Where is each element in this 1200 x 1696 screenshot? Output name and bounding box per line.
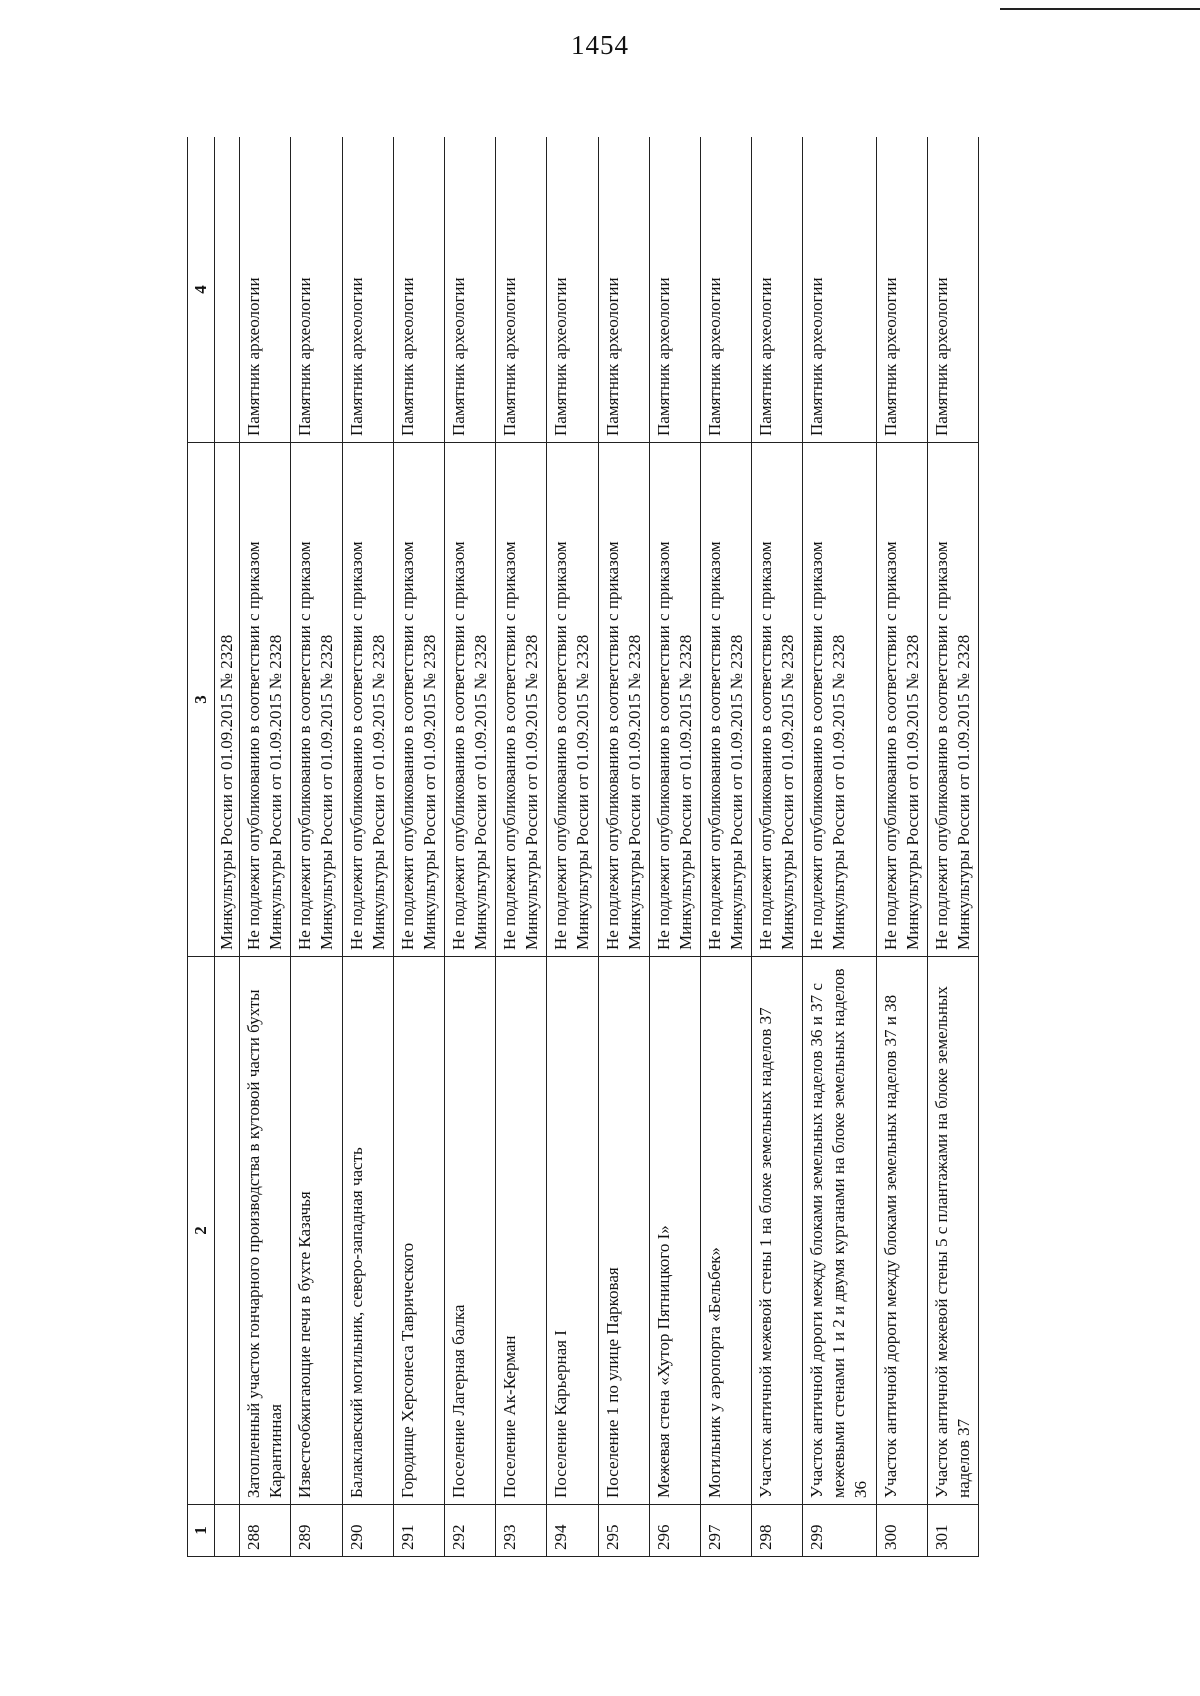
cell-name: Межевая стена «Хутор Пятницкого I» — [649, 957, 700, 1505]
cell-status: Не подлежит опубликованию в соответствии с приказом Минкультуры России от 01.09.2015 № 2328 — [927, 443, 978, 957]
cell-num: 296 — [649, 1505, 700, 1557]
cell-status: Не подлежит опубликованию в соответствии с приказом Минкультуры России от 01.09.2015 № 2328 — [291, 443, 342, 957]
table-row — [496, 137, 547, 1557]
cell-category: Памятник археологии — [547, 137, 598, 443]
table-row — [444, 137, 495, 1557]
cell-status: Не подлежит опубликованию в соответствии с приказом Минкультуры России от 01.09.2015 № 2328 — [752, 443, 803, 957]
cell-name: Поселение Лагерная балка — [444, 957, 495, 1505]
cell-category: Памятник археологии — [240, 137, 291, 443]
page-number: 1454 — [571, 30, 629, 60]
header-col-2: 2 — [188, 957, 215, 1505]
cell-name: Участок античной дороги между блоками земельных наделов 37 и 38 — [876, 957, 927, 1505]
cell-name: Поселение 1 по улице Парковая — [598, 957, 649, 1505]
cell-name: Поселение Карьерная I — [547, 957, 598, 1505]
table-row — [342, 137, 393, 1557]
table-frame — [187, 137, 1055, 1557]
table-row — [547, 137, 598, 1557]
cell-status: Не подлежит опубликованию в соответствии с приказом Минкультуры России от 01.09.2015 № 2328 — [876, 443, 927, 957]
cell-name: Поселение Ак-Керман — [496, 957, 547, 1505]
cell-category: Памятник археологии — [876, 137, 927, 443]
cell-num — [215, 1505, 240, 1557]
table-row — [393, 137, 444, 1557]
cell-category: Памятник археологии — [927, 137, 978, 443]
cell-category: Памятник археологии — [649, 137, 700, 443]
cell-status: Не подлежит опубликованию в соответствии с приказом Минкультуры России от 01.09.2015 № 2328 — [547, 443, 598, 957]
cell-name: Городище Херсонеса Таврического — [393, 957, 444, 1505]
cell-status: Не подлежит опубликованию в соответствии с приказом Минкультуры России от 01.09.2015 № 2328 — [649, 443, 700, 957]
table-row — [291, 137, 342, 1557]
cell-num: 290 — [342, 1505, 393, 1557]
table-row — [649, 137, 700, 1557]
cell-category: Памятник археологии — [598, 137, 649, 443]
table-row — [927, 137, 978, 1557]
cell-num: 294 — [547, 1505, 598, 1557]
cell-category: Памятник археологии — [393, 137, 444, 443]
monuments-table — [187, 137, 979, 1557]
cell-num: 301 — [927, 1505, 978, 1557]
cell-name: Участок античной межевой стены 1 на блоке земельных наделов 37 — [752, 957, 803, 1505]
cell-name — [215, 957, 240, 1505]
cell-status: Не подлежит опубликованию в соответствии с приказом Минкультуры России от 01.09.2015 № 2328 — [342, 443, 393, 957]
cell-num: 297 — [700, 1505, 751, 1557]
cell-status: Не подлежит опубликованию в соответствии с приказом Минкультуры России от 01.09.2015 № 2328 — [444, 443, 495, 957]
cell-status: Не подлежит опубликованию в соответствии с приказом Минкультуры России от 01.09.2015 № 2328 — [496, 443, 547, 957]
cell-name: Могильник у аэропорта «Бельбек» — [700, 957, 751, 1505]
header-col-1: 1 — [188, 1505, 215, 1557]
header-col-4: 4 — [188, 137, 215, 443]
table-row — [752, 137, 803, 1557]
cell-name: Балаклавский могильник, северо-западная часть — [342, 957, 393, 1505]
cell-status: Минкультуры России от 01.09.2015 № 2328 — [215, 443, 240, 957]
cell-status: Не подлежит опубликованию в соответствии с приказом Минкультуры России от 01.09.2015 № 2328 — [700, 443, 751, 957]
cell-name: Участок античной дороги между блоками земельных наделов 36 и 37 с межевыми стенами 1 и 2 и двумя курганами на блоке земельных наделов 36 — [803, 957, 876, 1505]
cell-name: Участок античной межевой стены 5 с плантажами на блоке земельных наделов 37 — [927, 957, 978, 1505]
cell-name: Известеобжигающие печи в бухте Казачья — [291, 957, 342, 1505]
cell-category: Памятник археологии — [752, 137, 803, 443]
cell-num: 288 — [240, 1505, 291, 1557]
table-row — [598, 137, 649, 1557]
cell-num: 291 — [393, 1505, 444, 1557]
cell-status: Не подлежит опубликованию в соответствии с приказом Минкультуры России от 01.09.2015 № 2328 — [393, 443, 444, 957]
cell-num: 292 — [444, 1505, 495, 1557]
table-header-row — [188, 137, 215, 1557]
cell-status: Не подлежит опубликованию в соответствии с приказом Минкультуры России от 01.09.2015 № 2328 — [803, 443, 876, 957]
continuation-row — [215, 137, 240, 1557]
cell-num: 295 — [598, 1505, 649, 1557]
table-row — [240, 137, 291, 1557]
rotated-table-container — [187, 137, 1055, 1557]
top-rule — [1000, 8, 1200, 10]
cell-status: Не подлежит опубликованию в соответствии с приказом Минкультуры России от 01.09.2015 № 2328 — [240, 443, 291, 957]
cell-num: 289 — [291, 1505, 342, 1557]
header-col-3: 3 — [188, 443, 215, 957]
cell-category: Памятник археологии — [444, 137, 495, 443]
cell-status: Не подлежит опубликованию в соответствии с приказом Минкультуры России от 01.09.2015 № 2328 — [598, 443, 649, 957]
cell-num: 298 — [752, 1505, 803, 1557]
table-row — [700, 137, 751, 1557]
cell-category: Памятник археологии — [700, 137, 751, 443]
cell-category: Памятник археологии — [291, 137, 342, 443]
cell-num: 299 — [803, 1505, 876, 1557]
cell-category — [215, 137, 240, 443]
cell-num: 293 — [496, 1505, 547, 1557]
cell-category: Памятник археологии — [803, 137, 876, 443]
cell-name: Затопленный участок гончарного производства в кутовой части бухты Карантинная — [240, 957, 291, 1505]
cell-category: Памятник археологии — [342, 137, 393, 443]
table-row — [876, 137, 927, 1557]
cell-num: 300 — [876, 1505, 927, 1557]
cell-category: Памятник археологии — [496, 137, 547, 443]
table-row — [803, 137, 876, 1557]
